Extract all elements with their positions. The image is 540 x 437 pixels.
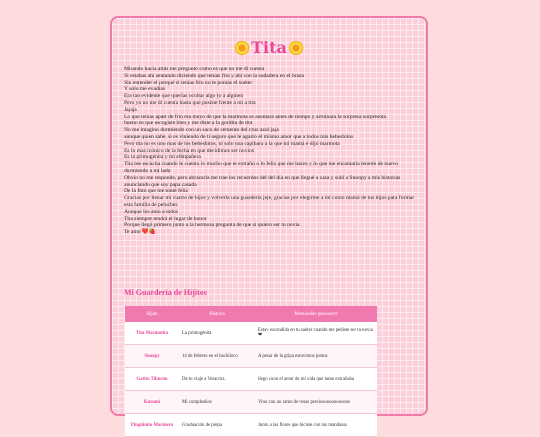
hijito-memory: Vino con un ramo de rosas preciosoooooooooos [255, 391, 377, 414]
hijito-name: Tita Marmotita [125, 322, 179, 345]
letter-line: Sin entender el porqué si tenías frío no te ponías el suéter [124, 79, 253, 86]
table-row [125, 322, 377, 345]
section-heading: Mi Guardería de Hijitos [124, 288, 207, 297]
table-header-row [125, 306, 377, 322]
table-row [125, 391, 377, 414]
letter-line: De la foto que me tomé feliz [124, 188, 188, 195]
hijitos-table [125, 306, 377, 437]
letter-line: Aunque los amo a todos [124, 208, 179, 215]
hijito-history: Mi cumpleaños [179, 391, 255, 414]
hijito-memory: Estav escondida en tu suéter cuando me pediste ser tu novia ❤ [255, 322, 377, 345]
letter-line: Lo que tenías apart de frío era meyo de que la marmota se asomara antes de tiempo y arruinara la sorpresa sorpresota [124, 113, 387, 120]
hijito-history: De tu viaje a Veracruz. [179, 368, 255, 391]
flower-icon [235, 41, 249, 55]
letter-line: Obvio no me responde, pero abrazarla me trae los recuerdos del del día en que llegué a casa y subí a Snoopy a mis historias anunciando que soy papa casada [124, 174, 401, 188]
hijito-memory: llego coon el amor de mi vida que tanto extrañaba [255, 368, 377, 391]
letter-line: Pero tita no es uno mas de los bebeshitos, ni solo una capibara a la que mi mamá e dijó marmota [124, 140, 340, 147]
letter-line: Gracias por llenar mi cuarto de hijos y volverla una guardería jeje, gracias por elegirme a mí como mamá de tus hijos para formar esta familia de peluches [124, 195, 415, 208]
table-row [125, 368, 377, 391]
hijito-name: Snoopy [125, 345, 179, 368]
letter-line: Si estabas ahí sentando diciendo que tenías frío y ahí con la sudadera en el brazo [124, 72, 305, 79]
letter-line: bueno es que escogiste bien y me diste a la gordita de tita [124, 120, 253, 127]
letter-line: Era tan evidente que querías ocultar algo (o a alguien [124, 93, 244, 100]
column-header: Hijito [125, 306, 179, 322]
hijito-memory: A pesar de la gripa estuvimos juntos [255, 345, 377, 368]
hijito-history: Graduación de prepa [179, 414, 255, 437]
letter-line: Tita siempre tendrá el lugar de honor [124, 215, 207, 222]
hijito-name: Gatito Tiburón [125, 368, 179, 391]
love-letter [124, 66, 420, 236]
letter-line: Es lo mas icónico de la fecha en que decidimos ser novios [124, 147, 255, 154]
column-header: Historia [179, 306, 255, 322]
page-title [235, 38, 303, 57]
letter-line: Tita me escucha cuando le cuento lo mucho que te extraño o lo feliz que me haces y lo que me encantaria tenerte de nuevo durmiendo a mi lado [124, 161, 399, 174]
letter-line: Pero yo no me di cuenta hasta que pusiste frente a mí a tita [124, 99, 256, 106]
hijito-history: 14 de febrero en el bachiloco [179, 345, 255, 368]
hijitos-table-wrap [125, 306, 377, 437]
letter-line: Porque llegó primero junto a la hermosa pregunta de que si quiero ser tu novia [124, 222, 300, 229]
hijito-name: Kuromi [125, 391, 179, 414]
letter-line: Jajaja [124, 106, 137, 113]
letter-line: aunque quien sabe, si es viniendo de ti seguro que le agarro el mismo amor que a todos mis bebeshitos [124, 133, 354, 140]
hijito-memory: Junto a las flores que hiciste con tus manitasss [255, 414, 377, 437]
letter-line: Y solo me evadías [124, 86, 165, 93]
table-row [125, 345, 377, 368]
letter-card [110, 16, 428, 428]
table-row [125, 414, 377, 437]
hijito-name: Pingüinito Marinero [125, 414, 179, 437]
title-row [112, 38, 426, 62]
letter-line: Mirando hacia atrás me pregunto como es que no me di cuenta [124, 66, 265, 72]
page-title-text: Tita [251, 38, 287, 57]
letter-line: Te amo ❤️🍓 [124, 229, 156, 236]
column-header: Memorable pasooorrrr [255, 306, 377, 322]
letter-line: No me imagino durmiendo con un saco de cemento del cruz azul jaja [124, 127, 279, 134]
hijito-history: La primogénita [179, 322, 255, 345]
letter-line: Es la primogénita y mi e0mpañera [124, 154, 201, 161]
flower-icon [289, 41, 303, 55]
